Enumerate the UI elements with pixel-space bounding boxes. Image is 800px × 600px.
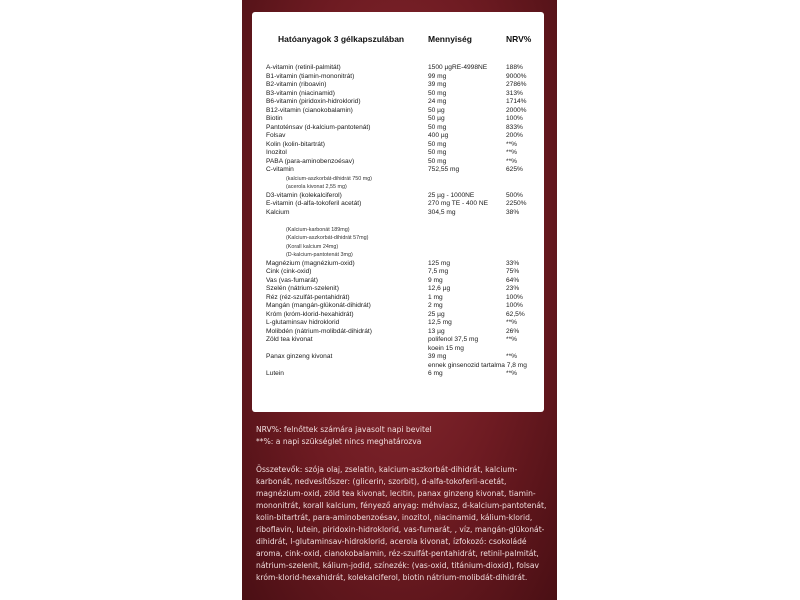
row-name: Króm (króm-klorid-hexahidrát): [266, 310, 354, 318]
row-name: Vas (vas-fumarát): [266, 276, 318, 284]
nrv-note: NRV%: felnőttek számára javasolt napi bevitel: [256, 425, 432, 434]
row-nrv: 313%: [506, 89, 523, 97]
row-amount: 1500 µgRE-4998NE: [428, 64, 488, 71]
row-nrv: 100%: [506, 302, 523, 309]
table-row: [266, 362, 542, 371]
row-nrv: 2786%: [506, 81, 527, 88]
table-row: [266, 294, 542, 303]
row-nrv: 100%: [506, 293, 523, 301]
row-amount: 12,6 µg: [428, 285, 451, 292]
row-name: B12-vitamin (cianokobalamin): [266, 106, 353, 114]
table-row: [266, 328, 542, 337]
row-amount: 50 µg: [428, 106, 445, 114]
nutrition-table-card: [252, 12, 544, 412]
row-nrv: 100%: [506, 115, 523, 122]
row-nrv: **%: [506, 353, 517, 360]
table-subrow: (Kalcium-aszkorbát-dihidrát 57mg): [286, 235, 369, 241]
nrv-notes: [256, 424, 432, 448]
row-amount: 125 mg: [428, 259, 450, 267]
row-nrv: 62,5%: [506, 310, 525, 318]
table-row: [266, 319, 542, 328]
row-nrv: 833%: [506, 123, 523, 131]
table-subrow: (acerola kivonat 2,55 mg): [286, 184, 347, 190]
row-name: E-vitamin (d-alfa-tokoferil acetát): [266, 200, 362, 207]
row-name: Mangán (mangán-glükonát-dihidrát): [266, 302, 371, 309]
row-amount: 50 µg: [428, 115, 445, 122]
table-row: [266, 345, 542, 354]
table-row: [266, 192, 542, 201]
row-amount: 1 mg: [428, 293, 443, 301]
row-name: Kalcium: [266, 208, 290, 216]
row-amount: 24 mg: [428, 98, 447, 105]
row-name: L-glutaminsav hidroklorid: [266, 319, 340, 326]
nutrition-rows: [266, 64, 542, 379]
row-amount: 13 µg: [428, 327, 445, 335]
row-amount: 39 mg: [428, 353, 447, 360]
row-amount: 7,5 mg: [428, 268, 449, 275]
table-subrow: (D-kalcium-pantotenát 3mg): [286, 252, 353, 258]
row-amount: 25 µg: [428, 310, 445, 318]
table-row: [266, 200, 542, 209]
table-row: [266, 141, 542, 150]
row-amount: 50 mg: [428, 123, 447, 131]
table-subrow: (Kalcium-karbonát 189mg): [286, 226, 350, 233]
table-row: [266, 268, 542, 277]
table-row: [266, 73, 542, 82]
table-row: [266, 336, 542, 345]
table-subrow: (kalcium-aszkorbát-dihidrát 750 mg): [286, 175, 372, 182]
table-row: [266, 285, 542, 294]
row-nrv: **%: [506, 370, 517, 377]
table-row: [266, 98, 542, 107]
product-label-panel: [242, 0, 557, 600]
row-name: Magnézium (magnézium-oxid): [266, 259, 355, 267]
ingredients-text: Összetevők: szója olaj, zselatin, kalcium-aszkorbát-dihidrát, kalcium-karbonát, nedvesítőszer: (glicerin, szorbit), d-alfa-tokoferil-acetát, magnézium-oxid, zöld tea kivonat, lecitin, panax ginzeng kivonat, tiamin-mononitrát, korall kalcium, fényező anyag: méhviasz, d-kalcium-pantotenát, kolin-bitartrát, para-aminobenzoésav, inozitol, niacinamid, kálium-klorid, riboflavin, lutein, piridoxin-hidroklorid, vas-fumarát, , víz, mangán-glükonát-dihidrát, l-glutaminsav-hidroklorid, acerola kivonat, ízfokozó: csokoládé aroma, cink-oxid, cianokobalamin, réz-szulfát-pentahidrát, retinil-palmitát, nátrium-szelenit, kálium-jodid, színezék: (vas-oxid, titánium-dioxid), folsav króm-klorid-hexahidrát, kolekalciferol, biotin nátrium-molibdát-dihidrát.: [256, 465, 547, 582]
row-amount: 50 mg: [428, 140, 447, 148]
row-nrv: **%: [506, 336, 517, 343]
row-amount: 50 mg: [428, 149, 447, 156]
row-name: B2-vitamin (riboavin): [266, 81, 327, 88]
table-row: [266, 132, 542, 141]
row-amount: koein 15 mg: [428, 344, 464, 352]
row-name: B1-vitamin (tiamin-mononitrát): [266, 72, 355, 80]
row-name: Réz (réz-szulfát-pentahidrát): [266, 293, 350, 301]
row-nrv: 500%: [506, 191, 523, 199]
row-nrv: 1714%: [506, 98, 527, 105]
row-name: Lutein: [266, 370, 284, 377]
table-subrow: (Korall kalcium 24mg): [286, 243, 339, 250]
table-row: [266, 370, 542, 379]
table-row: [266, 209, 542, 218]
table-row: [266, 115, 542, 124]
row-name: Folsav: [266, 132, 286, 139]
row-nrv: 188%: [506, 64, 523, 71]
row-nrv: **%: [506, 149, 517, 156]
table-row: [266, 90, 542, 99]
nrv-note: **%: a napi szükséglet nincs meghatározva: [256, 437, 422, 446]
row-name: Pantoténsav (d-kalcium-pantotenát): [266, 123, 371, 131]
header-active-ingredients: Hatóanyagok 3 gélkapszulában: [278, 34, 405, 44]
table-row: [266, 353, 542, 362]
row-nrv: **%: [506, 157, 517, 165]
row-amount: 752,55 mg: [428, 166, 460, 173]
table-row: [266, 158, 542, 167]
row-amount: 12,5 mg: [428, 319, 452, 326]
row-nrv: 2250%: [506, 200, 527, 207]
row-name: C-vitamin: [266, 166, 294, 173]
row-nrv: 75%: [506, 268, 520, 275]
row-name: Zöld tea kivonat: [266, 336, 313, 343]
row-nrv: 33%: [506, 259, 520, 267]
table-row: [266, 81, 542, 90]
table-row: [266, 260, 542, 269]
row-amount: 99 mg: [428, 72, 447, 80]
row-name: A-vitamin (retinil-palmitát): [266, 64, 341, 71]
row-name: Panax ginzeng kivonat: [266, 353, 333, 360]
row-nrv: 23%: [506, 285, 520, 292]
row-amount: 50 mg: [428, 89, 447, 97]
row-name: Inozitol: [266, 149, 287, 156]
row-amount: 25 µg - 1000NE: [428, 191, 475, 199]
row-nrv: 625%: [506, 166, 523, 173]
row-name: PABA (para-aminobenzoésav): [266, 157, 355, 165]
row-name: Cink (cink-oxid): [266, 268, 312, 275]
table-row: [266, 311, 542, 320]
table-row: [266, 124, 542, 133]
table-row: [266, 277, 542, 286]
table-row: [266, 166, 542, 175]
table-row: [266, 64, 542, 73]
row-nrv: **%: [506, 140, 517, 148]
table-row: [266, 107, 542, 116]
row-amount: 50 mg: [428, 157, 447, 165]
table-row: [266, 302, 542, 311]
row-amount: 2 mg: [428, 302, 443, 309]
row-nrv: 2000%: [506, 106, 527, 114]
row-nrv: 38%: [506, 208, 520, 216]
row-name: Kolin (kolin-bitartrát): [266, 140, 325, 148]
row-nrv: 26%: [506, 327, 520, 335]
row-name: Molibdén (nátrium-molibdát-dihidrát): [266, 327, 372, 335]
row-amount: 9 mg: [428, 276, 443, 284]
row-name: Biotin: [266, 115, 283, 122]
row-amount: polifenol 37,5 mg: [428, 336, 479, 343]
row-nrv: **%: [506, 319, 517, 326]
row-name: B3-vitamin (niacinamid): [266, 89, 335, 97]
row-name: D3-vitamin (kolekalciferol): [266, 191, 342, 199]
row-name: B6-vitamin (piridoxin-hidroklorid): [266, 98, 361, 105]
row-amount: 304,5 mg: [428, 208, 456, 216]
table-subrow: [266, 217, 542, 226]
header-nrv: NRV%: [506, 34, 532, 44]
row-amount: 39 mg: [428, 81, 447, 88]
row-amount: ennek ginsenozid tartalma 7,8 mg: [428, 361, 527, 369]
row-amount: 270 mg TE - 400 NE: [428, 200, 488, 207]
row-nrv: 9000%: [506, 72, 527, 80]
row-nrv: 64%: [506, 276, 520, 284]
row-nrv: 200%: [506, 132, 523, 139]
header-amount: Mennyiség: [428, 34, 472, 44]
row-amount: 6 mg: [428, 370, 443, 377]
row-name: Szelén (nátrium-szelenit): [266, 285, 339, 292]
row-amount: 400 µg: [428, 132, 449, 139]
table-row: [266, 149, 542, 158]
